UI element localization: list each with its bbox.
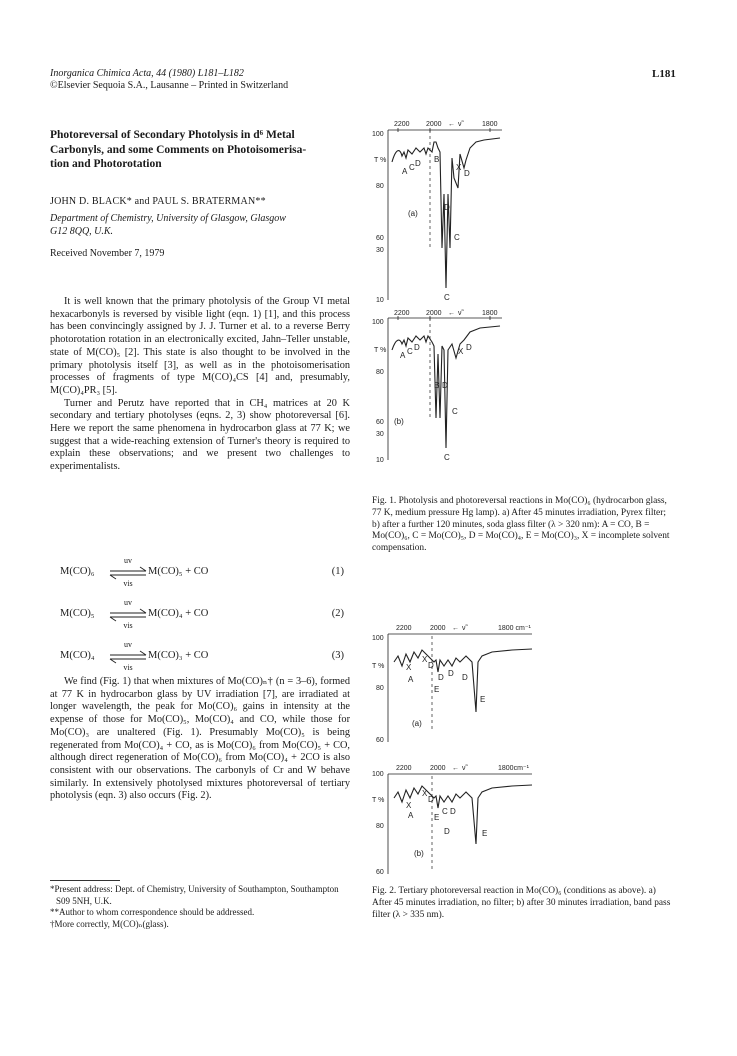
arrow-label-vis: vis	[123, 579, 133, 588]
arrow-label: ←	[452, 765, 459, 772]
peak-label: E	[482, 829, 488, 838]
peak-label: C	[444, 453, 450, 462]
arrow-label: ←	[448, 310, 455, 317]
peak-label: X	[406, 663, 412, 672]
peak-label: X	[458, 347, 464, 356]
tick-label: 2200	[394, 310, 410, 317]
panel-label: (b)	[394, 417, 404, 426]
tick-label: 1800	[482, 121, 498, 128]
peak-label: A	[408, 675, 414, 684]
equation-rhs: M(CO)₅ + CO	[148, 566, 209, 577]
peak-label: A	[402, 167, 408, 176]
peak-label: X	[406, 801, 412, 810]
peak-label: D	[444, 827, 450, 836]
peak-label: C	[452, 407, 458, 416]
peak-label: E	[434, 813, 440, 822]
tick-label: 2000	[430, 765, 446, 772]
affiliation-line: G12 8QQ, U.K.	[50, 225, 114, 237]
tick-label: 1800 cm⁻¹	[498, 625, 531, 632]
figure-2b-spectrum	[372, 765, 532, 876]
arrow-label: ←	[448, 121, 455, 128]
page-number: L181	[652, 68, 676, 80]
figure-1a-spectrum	[372, 121, 502, 304]
y-tick-label: 100	[372, 771, 384, 778]
equation-lhs: M(CO)₄	[60, 650, 95, 661]
peak-label: E	[434, 685, 440, 694]
y-tick-label: 80	[376, 183, 384, 190]
equation-number: (2)	[331, 608, 344, 619]
footnote: †More correctly, M(CO)ₙ(glass).	[50, 918, 169, 929]
tick-label: 2200	[394, 121, 410, 128]
y-axis-label: T %	[374, 347, 387, 354]
peak-label: C	[442, 807, 448, 816]
peak-label: C	[454, 233, 460, 242]
equilibrium-arrow	[108, 598, 148, 632]
peak-label: D	[462, 673, 468, 682]
peak-label: X	[422, 655, 428, 664]
y-tick-label: 10	[376, 297, 384, 304]
wavenumber-label: ν̃	[462, 765, 466, 772]
authors: JOHN D. BLACK* and PAUL S. BRATERMAN**	[50, 196, 266, 207]
figure-1-caption: Fig. 1. Photolysis and photoreversal reactions in Mo(CO)₆ (hydrocarbon glass, 77 K, medium pressure Hg lamp). a) After 45 minutes irradiation, Pyrex filter; b) after a further 120 minutes, soda glass filter (λ > 320 nm): A = CO, B = Mo(CO)₆, C = Mo(CO)₅, D = Mo(CO)₄, E = Mo(CO)₃, X = incomplete solvent compensation.	[372, 496, 670, 554]
affiliation-line: Department of Chemistry, University of Glasgow, Glasgow	[50, 213, 286, 224]
footnote: **Author to whom correspondence should be addressed.	[50, 907, 255, 917]
panel-label: (b)	[414, 849, 424, 858]
wavenumber-label: ν̃	[458, 121, 462, 128]
paragraph: Turner and Perutz have reported that in CH₄ matrices at 20 K secondary and tertiary photolyses (eqns. 2, 3) show photoreversal [6]. Here we report the same phenomena in hydrocarbon glass at 77 K; we suggest that a wide-reaching extension of Turner's theory is required to explain these observations; and we present two challenges to experimentalists.	[50, 397, 350, 473]
article-title	[50, 128, 350, 172]
tick-label: 2000	[430, 625, 446, 632]
tick-label: 2200	[396, 625, 412, 632]
arrow-label-uv: uv	[124, 640, 132, 649]
peak-label: D	[464, 169, 470, 178]
equation-number: (1)	[331, 566, 344, 577]
y-tick-label: 80	[376, 369, 384, 376]
peak-label: D	[438, 673, 444, 682]
y-axis-label: T %	[372, 797, 385, 804]
peak-label: D	[448, 669, 454, 678]
peak-label: D	[428, 661, 434, 670]
peak-label: D	[428, 795, 434, 804]
peak-label: D	[414, 343, 420, 352]
peak-label: D	[444, 203, 450, 212]
y-tick-label: 30	[376, 247, 384, 254]
peak-label: E	[480, 695, 486, 704]
equation-3	[50, 640, 350, 674]
peak-label: B	[434, 155, 440, 164]
peak-label: A	[400, 351, 406, 360]
equation-1	[50, 556, 350, 590]
journal-citation: Inorganica Chimica Acta, 44 (1980) L181–L182	[50, 68, 244, 79]
paragraph: It is well known that the primary photolysis of the Group VI metal hexacarbonyls is reversed by visible light (eqn. 1) [1], and this process has been convincingly assigned by J. J. Turner et al. to a reverse Berry photorotation rotation in an electronically excited, Jahn–Teller unstable, state of M(CO)₅ [2]. This state is also thought to be involved in the primary photolysis itself [3], as well as in the photoisomerisation processes of fragments of type M(CO)₄CS [4] and, presumably, M(CO)₄PR₃ [5].	[50, 296, 350, 396]
equation-rhs: M(CO)₄ + CO	[148, 608, 209, 619]
equilibrium-arrow	[108, 640, 148, 674]
y-tick-label: 60	[376, 419, 384, 426]
arrow-label-uv: uv	[124, 556, 132, 565]
y-tick-label: 80	[376, 823, 384, 830]
peak-label: D	[450, 807, 456, 816]
tick-label: 2000	[426, 121, 442, 128]
y-axis-label: T %	[372, 663, 385, 670]
y-tick-label: 100	[372, 319, 384, 326]
y-tick-label: 30	[376, 431, 384, 438]
affiliation	[50, 213, 350, 238]
title-line: tion and Photorotation	[50, 158, 162, 170]
figure-2-caption: Fig. 2. Tertiary photoreversal reaction in Mo(CO)₆ (conditions as above). a) After 45 minutes irradiation, no filter; b) after 30 minutes irradiation, band pass filter (λ > 335 nm).	[372, 886, 671, 920]
arrow-label-uv: uv	[124, 598, 132, 607]
peak-label: C	[407, 347, 413, 356]
y-tick-label: 60	[376, 869, 384, 876]
body-text-continued	[50, 676, 350, 803]
panel-label: (a)	[412, 719, 422, 728]
peak-label: X	[422, 789, 428, 798]
equation-number: (3)	[331, 650, 344, 661]
tick-label: 2200	[396, 765, 412, 772]
peak-label: C	[444, 293, 450, 302]
y-tick-label: 10	[376, 457, 384, 464]
footnote-rule	[50, 880, 120, 881]
peak-label: X	[456, 163, 462, 172]
figure-2a-spectrum	[372, 625, 532, 744]
journal-header	[50, 68, 288, 92]
paragraph: We find (Fig. 1) that when mixtures of Mo(CO)ₙ† (n = 3–6), formed at 77 K in hydrocarbon glass by UV irradiation [7], are irradiated at longer wavelength, the peak for Mo(CO)₆ gains in intensity at the expense of those for Mo(CO)₅, Mo(CO)₄ and CO, while those for Mo(CO)₃ are unaltered (Fig. 1). Presumably Mo(CO)₅ is being regenerated from Mo(CO)₄ + CO, as is Mo(CO)₆ from Mo(CO)₅ + CO, although direct regeneration of Mo(CO)₆ from Mo(CO)₄ + 2CO is also consistent with our observations. The carbonyls of Cr and W behave similarly. In extensively photolysed mixtures photoreversal of tertiary photolysis (eqn. 3) also occurs (Fig. 2).	[50, 676, 350, 802]
footnote: *Present address: Dept. of Chemistry, University of Southampton, Southampton S09 5NH, U.K.	[50, 884, 339, 906]
peak-label: D	[466, 343, 472, 352]
equilibrium-arrow	[108, 556, 148, 590]
wavenumber-label: ν̃	[458, 310, 462, 317]
received-date: Received November 7, 1979	[50, 248, 165, 259]
arrow-label-vis: vis	[123, 663, 133, 672]
tick-label: 1800	[482, 310, 498, 317]
y-tick-label: 60	[376, 235, 384, 242]
peak-label: B	[434, 381, 440, 390]
wavenumber-label: ν̃	[462, 625, 466, 632]
y-tick-label: 80	[376, 685, 384, 692]
peak-label: A	[408, 811, 414, 820]
y-tick-label: 60	[376, 737, 384, 744]
panel-label: (a)	[408, 209, 418, 218]
figure-1b-spectrum	[372, 310, 502, 464]
equation-lhs: M(CO)₅	[60, 608, 95, 619]
arrow-label: ←	[452, 625, 459, 632]
footnotes	[50, 884, 350, 930]
body-text	[50, 296, 350, 474]
equation-lhs: M(CO)₆	[60, 566, 95, 577]
y-axis-label: T %	[374, 157, 387, 164]
y-tick-label: 100	[372, 131, 384, 138]
peak-label: C	[409, 163, 415, 172]
figure-1-spectra	[372, 118, 672, 493]
peak-label: D	[415, 159, 421, 168]
title-line: Carbonyls, and some Comments on Photoisomerisa-	[50, 143, 307, 156]
y-tick-label: 100	[372, 635, 384, 642]
equation-2	[50, 598, 350, 632]
tick-label: 2000	[426, 310, 442, 317]
journal-publisher: ©Elsevier Sequoia S.A., Lausanne – Printed in Switzerland	[50, 80, 289, 91]
arrow-label-vis: vis	[123, 621, 133, 630]
peak-label: D	[442, 381, 448, 390]
title-line: Photoreversal of Secondary Photolysis in d⁶ Metal	[50, 129, 295, 141]
tick-label: 1800cm⁻¹	[498, 765, 529, 772]
equation-rhs: M(CO)₃ + CO	[148, 650, 209, 661]
figure-2-spectra	[372, 622, 672, 880]
